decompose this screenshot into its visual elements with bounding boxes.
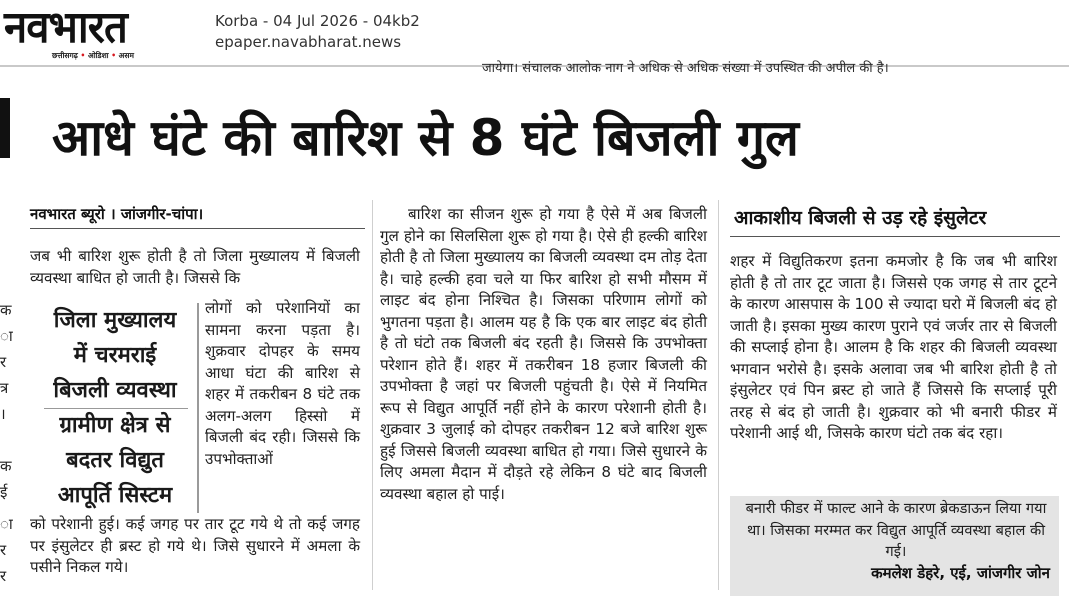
paragraph: बारिश का सीजन शुरू हो गया है ऐसे में अब बिजली गुल होने का सिलसिला शुरू हो गया है। ऐसे ही हल्की बारिश होती है तो जिला मुख्यालय का बिजली व्यवस्था दम तोड़ देता है। चाहे हल्की हवा चले या फिर बारिश हो सभी मौसम में लाइट बंद होना निश्चित है। जिसका परिणाम लोगों को भुगतना पड़ता है। आलम यह है कि एक बार लाइट बंद होती है तो घंटो तक बिजली बंद रहती है। जिससे कि उपभोक्ता परेशान होते हैं। शहर में तकरीबन 18 हजार बिजली की उपभोक्ता है जहां पर बिजली पहुंचती है। ऐसे में नियमित रूप से विद्युत आपूर्ति नहीं होने के कारण परेशानी होती है। शुक्रवार 3 जुलाई को दोपहर तकरीबन 12 बजे बारिश शुरू हुई जिससे बिजली व्यवस्था बाधित हो गया। जिसे सुधारने के लिए अमला मैदान में दौड़ते रहे लेकिन 8 घंटे बाद बिजली व्यवस्था बहाल हो पाई। xyxy=(380,205,707,503)
pull-quote-line: बिजली व्यवस्था xyxy=(53,378,177,403)
column-1-narrow xyxy=(205,298,360,470)
cutoff-text: । xyxy=(0,405,6,423)
column-divider xyxy=(372,200,373,590)
paragraph: शहर में विद्युतिकरण इतना कमजोर है कि जब भी बारिश होती है तो तार टूट जाता है। जिससे एक जगह से तार टूटने के कारण आसपास के 100 से ज्यादा घरो में बिजली बंद हो जाती है। इसका मुख्य कारण पुराने एवं जर्जर तार से बिजली की सप्लाई होना है। आलम है कि शहर की बिजली व्यवस्था भगवान भरोसे है। इसके अलावा जब भी बारिश होती है तो इंसुलेटर एवं पिन ब्रस्ट हो जाते हैं जिससे कि सप्लाई पूरी तरह से बंद हो जाती है। शुक्रवार को भी बनारी फीडर में परेशानी आई थी, जिसके कारण घंटो तक बंद रहा। xyxy=(730,252,1057,442)
cutoff-text: ई xyxy=(0,483,8,501)
column-2 xyxy=(380,204,707,505)
column-3 xyxy=(730,251,1057,445)
masthead xyxy=(0,0,1069,66)
official-quote-text: बनारी फीडर में फाल्ट आने के कारण ब्रेकडाऊन लिया गया था। जिसका मरम्मत कर विद्युत आपूर्ति व्यवस्था बहाल की गई। xyxy=(745,500,1047,560)
pull-quote-line: में चरमराई xyxy=(73,343,157,368)
byline-divider xyxy=(30,228,365,229)
column-1-intro xyxy=(30,246,360,289)
paragraph: लोगों को परेशानियों का सामना करना पड़ता है। शुक्रवार दोपहर के समय आधा घंटा की बारिश से शहर में तकरीबन 8 घंटे तक अलग-अलग हिस्सो में बिजली बंद रही। जिससे कि उपभोक्ताओं xyxy=(205,299,360,468)
cutoff-text: त्र xyxy=(0,379,9,397)
cutoff-glyph xyxy=(0,98,10,158)
pull-quote-line: आपूर्ति सिस्टम xyxy=(57,483,173,508)
cutoff-text: र xyxy=(0,353,7,371)
section-subhead: आकाशीय बिजली से उड़ रहे इंसुलेटर xyxy=(734,207,987,229)
logo-tagline-dot: • xyxy=(108,51,119,60)
cutoff-text: क xyxy=(0,301,12,319)
pull-quote-line: ग्रामीण क्षेत्र से xyxy=(59,413,171,438)
column-divider xyxy=(718,200,719,590)
logo-tagline-state-3: असम xyxy=(118,51,134,60)
cutoff-text: र xyxy=(0,541,7,559)
previous-article-tail: जायेगा। संचालक आलोक नाग ने अधिक से अधिक संख्या में उपस्थित की अपील की है। xyxy=(482,61,889,76)
edition-meta: Korba - 04 Jul 2026 - 04kb2 xyxy=(215,12,420,30)
paragraph: जब भी बारिश शुरू होती है तो जिला मुख्यालय में बिजली व्यवस्था बाधित हो जाती है। जिससे कि xyxy=(30,247,360,287)
pull-quote-line: जिला मुख्यालय xyxy=(53,308,177,333)
newspaper-logo[interactable]: नवभारत xyxy=(4,2,127,53)
site-url-link[interactable]: epaper.navabharat.news xyxy=(215,33,402,51)
cutoff-text: क xyxy=(0,457,12,475)
logo-tagline-dot: • xyxy=(77,51,88,60)
official-quote-author: कमलेश डेहरे, एई, जांजगीर जोन xyxy=(871,564,1050,582)
subhead-divider xyxy=(730,236,1060,237)
cutoff-text: र xyxy=(0,567,7,585)
cutoff-text: ा xyxy=(0,327,13,345)
logo-tagline xyxy=(52,51,134,61)
cutoff-text: ा xyxy=(0,515,13,533)
paragraph: को परेशानी हुई। कई जगह पर तार टूट गये थे तो कई जगह पर इंसुलेटर ही ब्रस्ट हो गये थे। जिसे सुधारने में अमला के पसीने निकल गये। xyxy=(30,515,360,576)
logo-tagline-state-2: ओडिशा xyxy=(87,51,109,60)
pull-quote-line: बदतर विद्युत xyxy=(66,448,164,473)
pull-quote-divider xyxy=(44,408,188,409)
logo-tagline-state-1: छत्तीसगढ़ xyxy=(52,51,78,60)
column-1-bottom xyxy=(30,514,360,579)
article-byline: नवभारत ब्यूरो । जांजगीर-चांपा। xyxy=(30,205,204,223)
article-headline: आधे घंटे की बारिश से 8 घंटे बिजली गुल xyxy=(52,109,799,167)
